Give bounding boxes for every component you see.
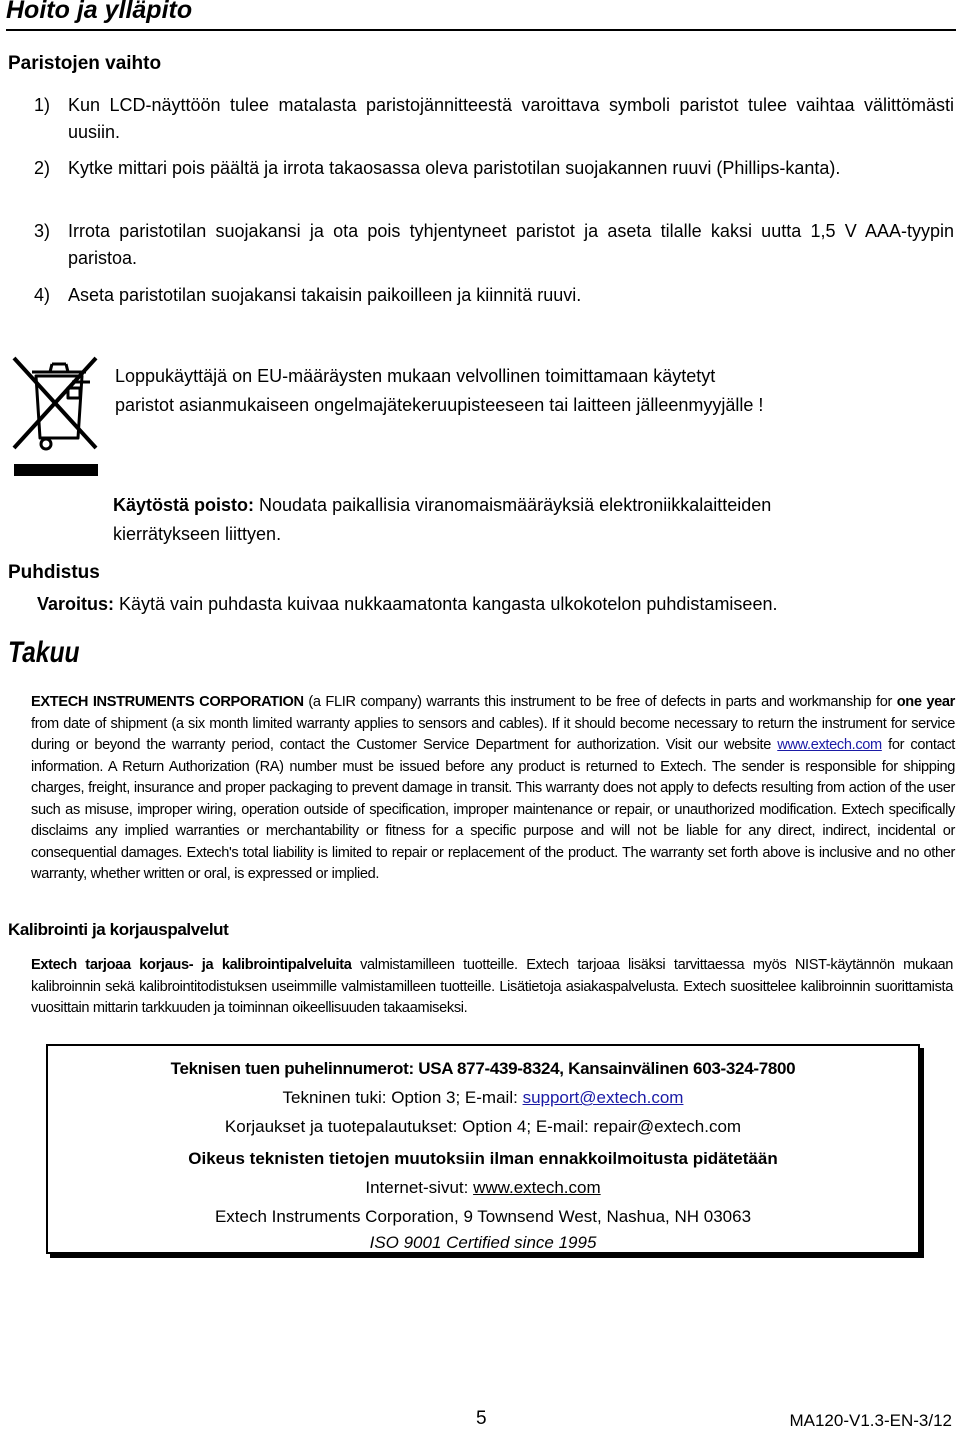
- weee-notice: [115, 362, 763, 420]
- step-text: Aseta paristotilan suojakansi takaisin paikoilleen ja kiinnitä ruuvi.: [68, 285, 582, 305]
- step-text: Irrota paristotilan suojakansi ja ota pois tyhjentyneet paristot ja aseta tilalle kaksi uutta 1,5 V AAA-tyypin paristoa.: [68, 221, 954, 268]
- step-number: 3): [34, 221, 51, 241]
- warranty-text-b: from date of shipment (a six month limited warranty applies to sensors and cables). If it should become necessary to return the instrument for service during or beyond the warranty period, contact the Customer Service Department for authorization. Visit our website: [31, 715, 955, 753]
- iso-line: ISO 9001 Certified since 1995: [369, 1233, 597, 1252]
- battery-heading: Paristojen vaihto: [8, 53, 162, 74]
- calibration-heading: Kalibrointi ja korjauspalvelut: [8, 920, 229, 939]
- page-number: 5: [476, 1408, 487, 1429]
- support-prefix: Tekninen tuki: Option 3; E-mail:: [282, 1088, 523, 1107]
- one-year: one year: [896, 694, 956, 710]
- calibration-lead: Extech tarjoaa korjaus- ja kalibrointipalveluita: [31, 957, 352, 973]
- battery-step-1: [34, 92, 954, 146]
- step-text: Kytke mittari pois päältä ja irrota takaosassa oleva paristotilan suojakannen ruuvi (Phillips-kanta).: [68, 158, 841, 178]
- warranty-text-a: (a FLIR company) warrants this instrument to be free of defects in parts and workmanship for: [303, 694, 897, 710]
- step-number: 4): [34, 285, 51, 305]
- disposal-text-line2: kierrätykseen liittyen.: [113, 524, 282, 544]
- battery-step-2: [34, 155, 954, 182]
- warranty-text-c: for contact information. A Return Authorization (RA) number must be issued before any product is returned to Extech. The sender is responsible for shipping charges, freight, insurance and proper packaging to prevent damage in transit. This warranty does not apply to defects resulting from action of the user such as misuse, improper wiring, operation outside of specification, improper maintenance or repair, or unauthorized modification. Extech specifically disclaims any implied warranties or merchantability or fitness for a specific purpose and will not be liable for any direct, indirect, incidental or consequential damages. Extech's total liability is limited to repair or replacement of the product. The warranty set forth above is inclusive and no other warranty, whether written or oral, is expressed or implied.: [31, 737, 955, 882]
- address-line: Extech Instruments Corporation, 9 Townsend West, Nashua, NH 03063: [214, 1207, 752, 1226]
- support-phones: Teknisen tuen puhelinnumerot: USA 877-439-8324, Kansainvälinen 603-324-7800: [170, 1059, 796, 1078]
- page-title: Hoito ja ylläpito: [6, 0, 193, 24]
- rights-notice: Oikeus teknisten tietojen muutoksiin ilman ennakkoilmoitusta pidätetään: [188, 1149, 778, 1168]
- weee-notice-line2: paristot asianmukaiseen ongelmajätekeruupisteeseen tai laitteen jälleenmyyjälle !: [115, 395, 764, 415]
- repair-line: Korjaukset ja tuotepalautukset: Option 4; E-mail: repair@extech.com: [224, 1117, 742, 1136]
- battery-step-4: [34, 282, 954, 309]
- contact-box: [46, 1044, 920, 1254]
- company-name: EXTECH INSTRUMENTS CORPORATION: [31, 694, 304, 710]
- calibration-paragraph: [31, 955, 953, 1020]
- title-rule: [6, 29, 956, 31]
- cleaning-warning: [37, 594, 777, 615]
- weee-notice-line1: Loppukäyttäjä on EU-määräysten mukaan velvollinen toimittamaan käytetyt: [115, 366, 716, 386]
- warranty-heading: Takuu: [8, 636, 80, 669]
- battery-step-3: [34, 218, 954, 272]
- disposal-label: Käytöstä poisto:: [113, 495, 255, 515]
- disposal-notice: [113, 491, 771, 549]
- warning-text: Käytä vain puhdasta kuivaa nukkaamatonta kangasta ulkokotelon puhdistamiseen.: [114, 594, 778, 614]
- step-number: 1): [34, 95, 51, 115]
- warranty-paragraph: [31, 692, 955, 886]
- warning-label: Varoitus:: [37, 594, 115, 614]
- support-email-line: [48, 1083, 918, 1112]
- web-prefix: Internet-sivut:: [365, 1178, 474, 1197]
- calibration-text: valmistamilleen tuotteille. Extech tarjoaa lisäksi tarvittaessa myös NIST-käytännön mukaan kalibroinnin sekä kalibrointitodistuksen useimmille valmistamilleen tuotteille. Lisätietoja asiakaspalvelusta. Extech suosittelee kalibroinnin suorittamista vuosittain mittarin tarkkuuden ja toiminnan oikeellisuuden takaamiseksi.: [31, 957, 953, 1016]
- doc-code: MA120-V1.3-EN-3/12: [789, 1411, 952, 1430]
- cleaning-heading: Puhdistus: [8, 562, 100, 583]
- web-line: [48, 1173, 918, 1202]
- step-text: Kun LCD-näyttöön tulee matalasta paristojännitteestä varoittava symboli paristot tulee vaihtaa välittömästi uusiin.: [68, 95, 954, 142]
- disposal-text: Noudata paikallisia viranomaismääräyksiä elektroniikkalaitteiden: [254, 495, 772, 515]
- crossed-out-wheelie-bin-icon: [10, 352, 102, 480]
- website-link[interactable]: www.extech.com: [777, 737, 882, 753]
- support-email-link[interactable]: support@extech.com: [522, 1088, 684, 1107]
- step-number: 2): [34, 158, 51, 178]
- web-link[interactable]: www.extech.com: [473, 1178, 601, 1197]
